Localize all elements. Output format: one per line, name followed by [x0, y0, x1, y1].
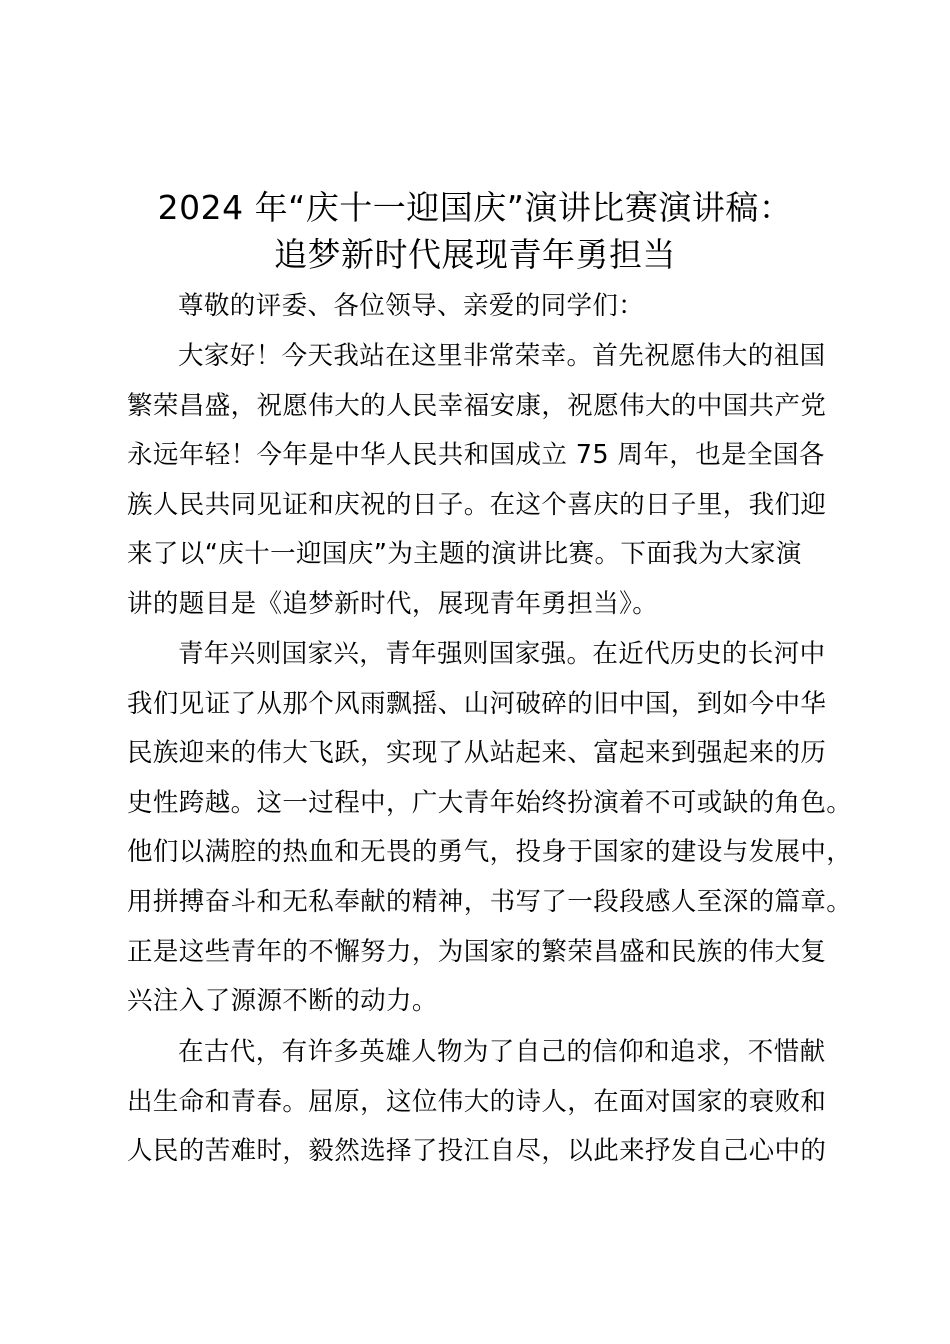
paragraph-line: 青年兴则国家兴，青年强则国家强。在近代历史的长河中 [178, 639, 826, 669]
paragraph-line: 史性跨越。这一过程中，广大青年始终扮演着不可或缺的角色。 [127, 787, 853, 818]
salutation: 尊敬的评委、各位领导、亲爱的同学们： [178, 291, 645, 321]
paragraph-line: 人民的苦难时，毅然选择了投江自尽，以此来抒发自己心中的 [127, 1136, 827, 1167]
paragraph-line: 出生命和青春。屈原，这位伟大的诗人，在面对国家的衰败和 [127, 1086, 827, 1117]
paragraph-line: 民族迎来的伟大飞跃，实现了从站起来、富起来到强起来的历 [127, 738, 827, 769]
paragraph-line: 族人民共同见证和庆祝的日子。在这个喜庆的日子里，我们迎 [127, 489, 827, 520]
paragraph-line: 在古代，有许多英雄人物为了自己的信仰和追求，不惜献 [178, 1037, 826, 1067]
document-title-line-2: 追梦新时代展现青年勇担当 [274, 235, 676, 274]
paragraph-3 [127, 1028, 837, 1177]
paragraph-line: 我们见证了从那个风雨飘摇、山河破碎的旧中国，到如今中华 [127, 688, 827, 719]
document-title-line-1: 2024 年“庆十一迎国庆”演讲比赛演讲稿： [157, 188, 793, 227]
paragraph-line: 永远年轻！今年是中华人民共和国成立 75 周年，也是全国各 [127, 440, 825, 471]
paragraph-2 [127, 630, 853, 1027]
paragraph-line: 他们以满腔的热血和无畏的勇气，投身于国家的建设与发展中， [127, 837, 853, 868]
paragraph-line: 来了以“庆十一迎国庆”为主题的演讲比赛。下面我为大家演 [127, 539, 802, 570]
paragraph-line: 讲的题目是《追梦新时代，展现青年勇担当》。 [127, 588, 659, 619]
paragraph-line: 兴注入了源源不断的动力。 [127, 986, 438, 1017]
paragraph-line: 大家好！今天我站在这里非常荣幸。首先祝愿伟大的祖国 [178, 341, 826, 371]
paragraph-line: 正是这些青年的不懈努力，为国家的繁荣昌盛和民族的伟大复 [127, 936, 827, 967]
paragraph-line: 用拼搏奋斗和无私奉献的精神，书写了一段段感人至深的篇章。 [127, 886, 853, 917]
paragraph-line: 繁荣昌盛，祝愿伟大的人民幸福安康，祝愿伟大的中国共产党 [127, 390, 827, 421]
paragraph-1 [127, 332, 837, 630]
